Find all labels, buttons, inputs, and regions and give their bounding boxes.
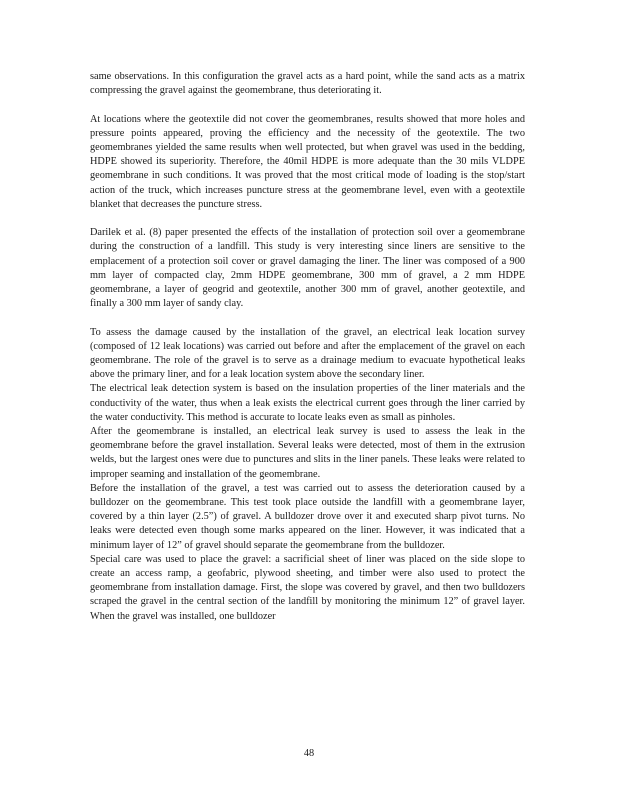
paragraph-2: At locations where the geotextile did not cover the geomembranes, results showed that more holes and pressure points appeared, proving the efficiency and the necessity of the geotextile. The two geomembranes yielded the same results when well protected, but when gravel was used in the bedding, HDPE showed its superiority. Therefore, the 40mil HDPE is more adequate than the 30 mils VLDPE geomembrane in such conditions. It was proved that the most critical mode of loading is the stop/start action of the truck, which increases puncture stress at the geomembrane level, even with a geotextile blanket that decreases the puncture stress.	[90, 113, 525, 210]
body-text	[90, 70, 525, 624]
paragraph-3: Darilek et al. (8) paper presented the effects of the installation of protection soil over a geomembrane during the construction of a landfill. This study is very interesting since liners are sensitive to the emplacement of a protection soil cover or gravel damaging the liner. The liner was composed of a 900 mm layer of compacted clay, 2mm HDPE geomembrane, 300 mm of gravel, a 2 mm HDPE geomembrane, a layer of geogrid and geotextile, another 300 mm of gravel, another geotextile, and finally a 300 mm layer of sandy clay.	[90, 227, 525, 310]
page-number: 48	[303, 748, 315, 759]
paragraph-4: To assess the damage caused by the installation of the gravel, an electrical leak location survey (composed of 12 leak locations) was carried out before and after the emplacement of the gravel on each geomembrane. The role of the gravel is to serve as a drainage medium to evacuate hypothetical leaks above the primary liner, and for a leak location system above the secondary liner.	[90, 326, 525, 381]
paragraph-1: same observations. In this configuration the gravel acts as a hard point, while the sand acts as a matrix compressing the gravel against the geomembrane, thus deteriorating it.	[90, 71, 525, 97]
paragraph-7: Before the installation of the gravel, a test was carried out to assess the deterioration caused by a bulldozer on the geomembrane. This test took place outside the landfill with a geomembrane layer, covered by a thin layer (2.5”) of gravel. A bulldozer drove over it and executed sharp pivot turns. No leaks were detected even though some marks appeared on the liner. However, it was indicated that a minimum layer of 12” of gravel should separate the geomembrane from the bulldozer.	[90, 482, 525, 551]
paragraph-6: After the geomembrane is installed, an electrical leak survey is used to assess the leak in the geomembrane before the gravel installation. Several leaks were detected, most of them in the extrusion welds, but the largest ones were due to punctures and slits in the liner panels. These leaks were related to improper seaming and installation of the geomembrane.	[90, 426, 525, 480]
paragraph-8: Special care was used to place the gravel: a sacrificial sheet of liner was placed on the side slope to create an access ramp, a geofabric, plywood sheeting, and timber were also used to protect the geomembrane from installation damage. First, the slope was covered by gravel, and then two bulldozers scraped the gravel in the central section of the landfill by monitoring the minimum 12” of gravel layer. When the gravel was installed, one bulldozer	[90, 553, 525, 622]
paragraph-5: The electrical leak detection system is based on the insulation properties of the liner materials and the conductivity of the water, thus when a leak exists the electrical current goes through the liner carried by the water conductivity. This method is accurate to locate leaks even as small as pinholes.	[90, 383, 525, 423]
